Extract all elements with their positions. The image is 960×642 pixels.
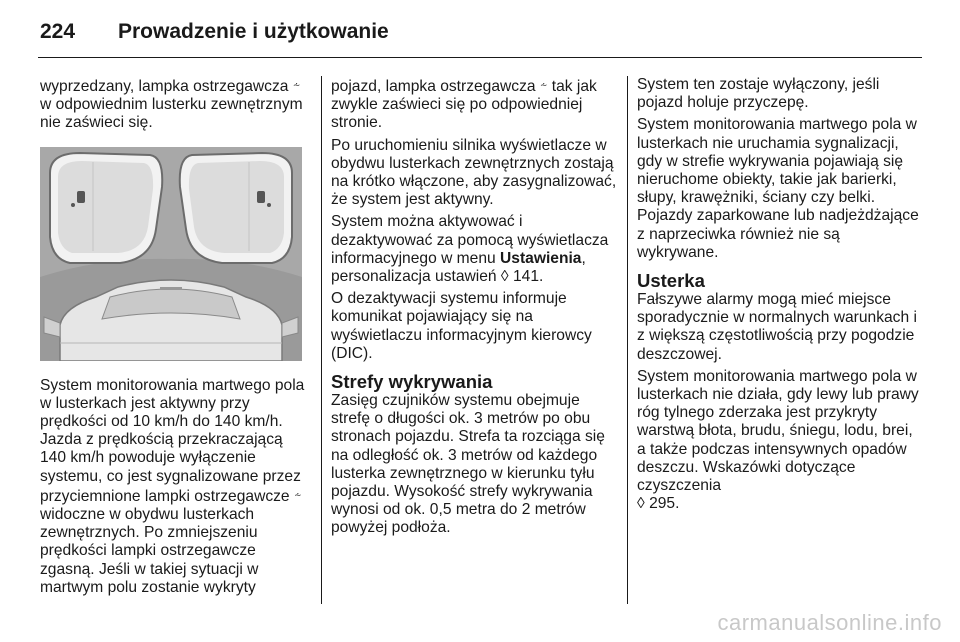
col1-intro: wyprzedzany, lampka ostrzegawcza ⩪ w odpowiednim lusterku zewnętrznym nie zaświeci się. <box>40 78 303 132</box>
page-title: Prowadzenie i użytkowanie <box>118 20 389 43</box>
header-divider <box>38 57 922 58</box>
page-number: 224 <box>40 20 76 43</box>
blind-spot-icon: ⩪ <box>292 80 301 90</box>
page-reference[interactable]: 141. <box>512 268 544 286</box>
column-1 <box>40 76 312 601</box>
reference-arrow-icon: ◊ <box>637 495 645 513</box>
settings-menu-label: Ustawienia <box>500 249 582 267</box>
watermark: carmanualsonline.info <box>717 610 942 635</box>
section-heading-detection-zones: Strefy wykrywania <box>331 371 493 393</box>
col2-paragraph-1: pojazd, lampka ostrzegawcza ⩪ tak jak zwykle zaświeci się po odpowiedniej stronie. <box>331 78 597 132</box>
col2-paragraph-3: System można aktywować i dezaktywować za pomocą wyświetlacza informacyjnego w menu Ustawienia, personalizacja ustawień ◊ 141. <box>331 213 609 286</box>
col2-paragraph-4: O dezaktywacji systemu informuje komunikat pojawiający się na wyświetlaczu informacyjnym kierowcy (DIC). <box>331 290 592 362</box>
blind-spot-icon: ⩪ <box>539 80 548 90</box>
col3-paragraph-3: Fałszywe alarmy mogą mieć miejsce sporadycznie w normalnych warunkach i z większą częstotliwością przy pogodzie deszczowej. <box>637 291 917 363</box>
page-header <box>40 12 389 52</box>
column-divider-2 <box>627 76 628 604</box>
column-3 <box>637 76 922 517</box>
col1-paragraph: System monitorowania martwego pola w lusterkach jest aktywny przy prędkości od 10 km/h do 140 km/h. Jazda z prędkością przekraczającą 140 km/h powoduje wyłączenie systemu, co jest sygnalizowane przez przyciemnione lampki ostrzegawcze ⩪ widoczne w obydwu lusterkach zewnętrznych. Po zmniejszeniu prędkości lampki ostrzegawcze zgasną. Jeśli w takiej sytuacji w martwym polu zostanie wykryty <box>40 376 305 596</box>
col3-paragraph-2: System monitorowania martwego pola w lusterkach nie uruchamia sygnalizacji, gdy w strefie wykrywania pojawiają się nieruchome obiekty, takie jak barierki, słupy, krawężniki, ściany czy belki. Pojazdy zaparkowane lub nadjeżdżające z naprzeciwka również nie są wykrywane. <box>637 116 919 261</box>
column-divider-1 <box>321 76 322 604</box>
column-2 <box>331 76 619 542</box>
col3-paragraph-1: System ten zostaje wyłączony, jeśli pojazd holuje przyczepę. <box>637 76 880 112</box>
blind-spot-icon: ⩪ <box>293 489 302 500</box>
col2-paragraph-2: Po uruchomieniu silnika wyświetlacze w obydwu lusterkach zewnętrznych zostają na krótko włączone, aby zasygnalizować, że system jest aktywny. <box>331 136 617 209</box>
col2-paragraph-5: Zasięg czujników systemu obejmuje strefę o długości ok. 3 metrów po obu stronach pojazdu. Strefa ta rozciąga się na odległość ok. 3 metrów od każdego lusterka zewnętrznego w kierunku tyłu pojazdu. Wysokość strefy wykrywania wynosi od ok. 0,5 metra do 2 metrów powyżej podłoża. <box>331 392 605 537</box>
reference-arrow-icon: ◊ <box>500 268 509 286</box>
page-reference[interactable]: 295. <box>649 495 680 513</box>
mirrors-illustration <box>40 147 302 361</box>
section-heading-fault: Usterka <box>637 270 705 292</box>
col3-paragraph-4: System monitorowania martwego pola w lusterkach nie działa, gdy lewy lub prawy róg tylnego zderzaka jest przykryty warstwą błota, brudu, śniegu, lodu, brei, a także podczas intensywnych opadów deszczu. Wskazówki dotyczące czyszczenia ◊ 295. <box>637 367 919 513</box>
